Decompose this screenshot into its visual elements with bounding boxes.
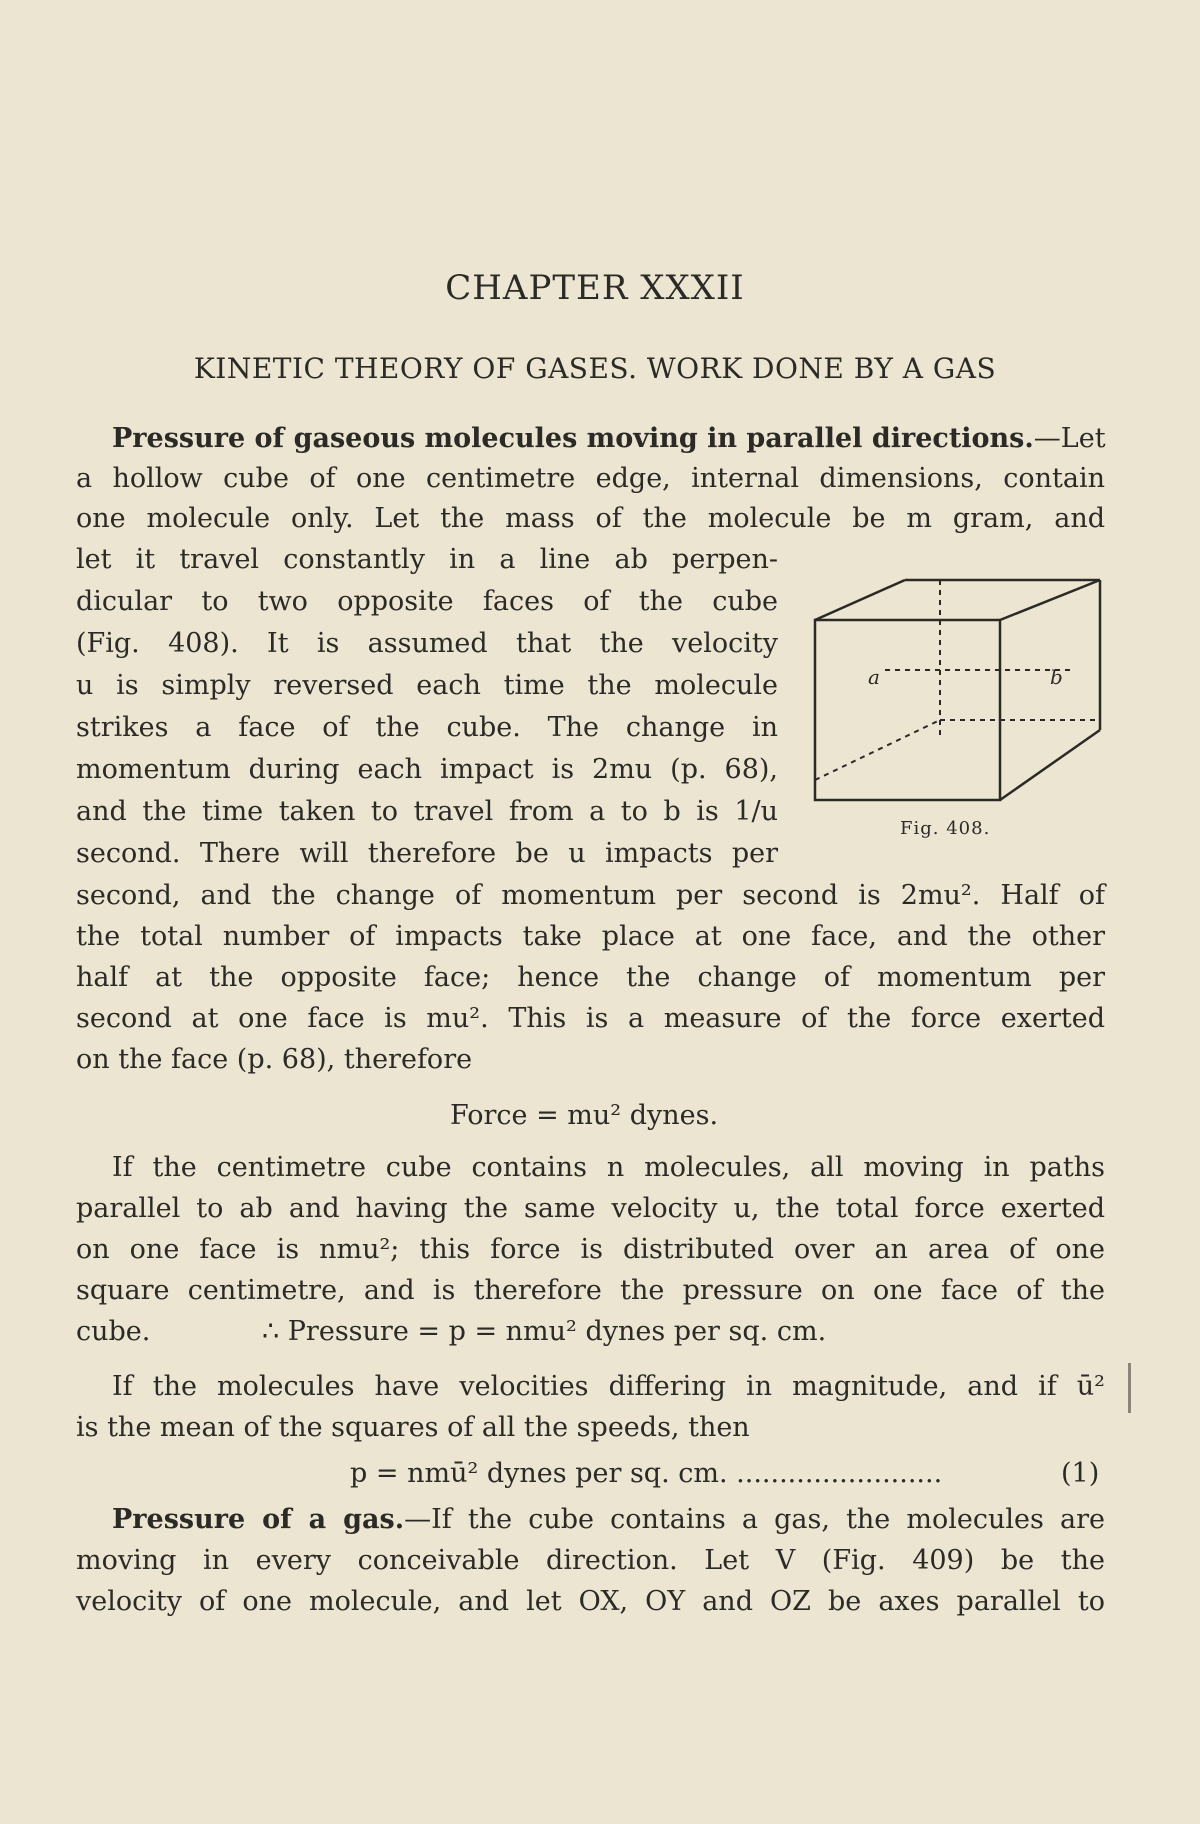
cube-figure (810, 570, 1110, 810)
p1-line-12: second, and the change of momentum per second is 2mu². Half of (76, 880, 1105, 911)
p1-line-1-rest: —Let (1033, 423, 1106, 454)
p2-line-2: parallel to ab and having the same velocity u, the total force exerted (76, 1193, 1105, 1224)
p1-line-1 (112, 419, 1105, 459)
p2-line-3: on one face is nmu²; this force is distributed over an area of one (76, 1234, 1105, 1265)
p1-line-14: half at the opposite face; hence the change of momentum per (76, 962, 1105, 993)
chapter-title: CHAPTER XXXII (445, 268, 745, 308)
p2-line-1: If the centimetre cube contains n molecules, all moving in paths (112, 1152, 1105, 1183)
p4-line-1-rest: —If the cube contains a gas, the molecules are (404, 1504, 1105, 1535)
p1-line-8: strikes a face of the cube. The change in (76, 712, 778, 743)
p2-line-4: square centimetre, and is therefore the pressure on one face of the (76, 1275, 1105, 1306)
p1-line-11: second. There will therefore be u impacts per (76, 838, 778, 869)
equation-pressure: ∴ Pressure = p = nmu² dynes per sq. cm. (262, 1316, 827, 1347)
p4-line-1 (112, 1500, 1105, 1540)
p1-line-3: one molecule only. Let the mass of the molecule be m gram, and (76, 503, 1105, 534)
cube-hidden-edge-diagonal (815, 720, 940, 780)
p1-line-2: a hollow cube of one centimetre edge, internal dimensions, contain (76, 463, 1105, 494)
equation-1 (350, 1454, 942, 1494)
p1-line-5: dicular to two opposite faces of the cube (76, 586, 778, 617)
p3-line-1: If the molecules have velocities differing in magnitude, and if ū² (112, 1371, 1105, 1402)
margin-mark (1128, 1363, 1131, 1413)
figure-caption: Fig. 408. (900, 818, 991, 839)
equation-1-leader: ........................ (736, 1458, 943, 1489)
p1-line-16: on the face (p. 68), therefore (76, 1044, 473, 1075)
p1-line-9: momentum during each impact is 2mu (p. 68), (76, 754, 778, 785)
p1-line-6: (Fig. 408). It is assumed that the velocity (76, 628, 778, 659)
chapter-subtitle: KINETIC THEORY OF GASES. WORK DONE BY A GAS (193, 352, 997, 385)
p4-heading: Pressure of a gas. (112, 1504, 405, 1535)
equation-1-text: p = nmū² dynes per sq. cm. (350, 1458, 728, 1489)
p1-line-10: and the time taken to travel from a to b is 1/u (76, 796, 778, 827)
cube-front-face (815, 620, 1000, 800)
p1-heading: Pressure of gaseous molecules moving in parallel directions. (112, 423, 1034, 454)
cube-edge-top-right (1000, 580, 1100, 620)
equation-force: Force = mu² dynes. (450, 1100, 719, 1131)
point-a-label: a (868, 665, 880, 689)
p3-line-2: is the mean of the squares of all the speeds, then (76, 1412, 750, 1443)
p1-line-7: u is simply reversed each time the molecule (76, 670, 778, 701)
p1-line-13: the total number of impacts take place at one face, and the other (76, 921, 1105, 952)
p4-line-2: moving in every conceivable direction. Let V (Fig. 409) be the (76, 1545, 1105, 1576)
p4-line-3: velocity of one molecule, and let OX, OY and OZ be axes parallel to (76, 1586, 1105, 1617)
cube-edge-top-left (815, 580, 905, 620)
cube-edge-bottom-right (1000, 730, 1100, 800)
equation-1-number: (1) (1061, 1458, 1100, 1489)
p1-line-4: let it travel constantly in a line ab perpen- (76, 544, 778, 575)
p1-line-15: second at one face is mu². This is a measure of the force exerted (76, 1003, 1105, 1034)
p2-line-5-cube: cube. (76, 1316, 151, 1347)
point-b-label: b (1050, 665, 1063, 689)
